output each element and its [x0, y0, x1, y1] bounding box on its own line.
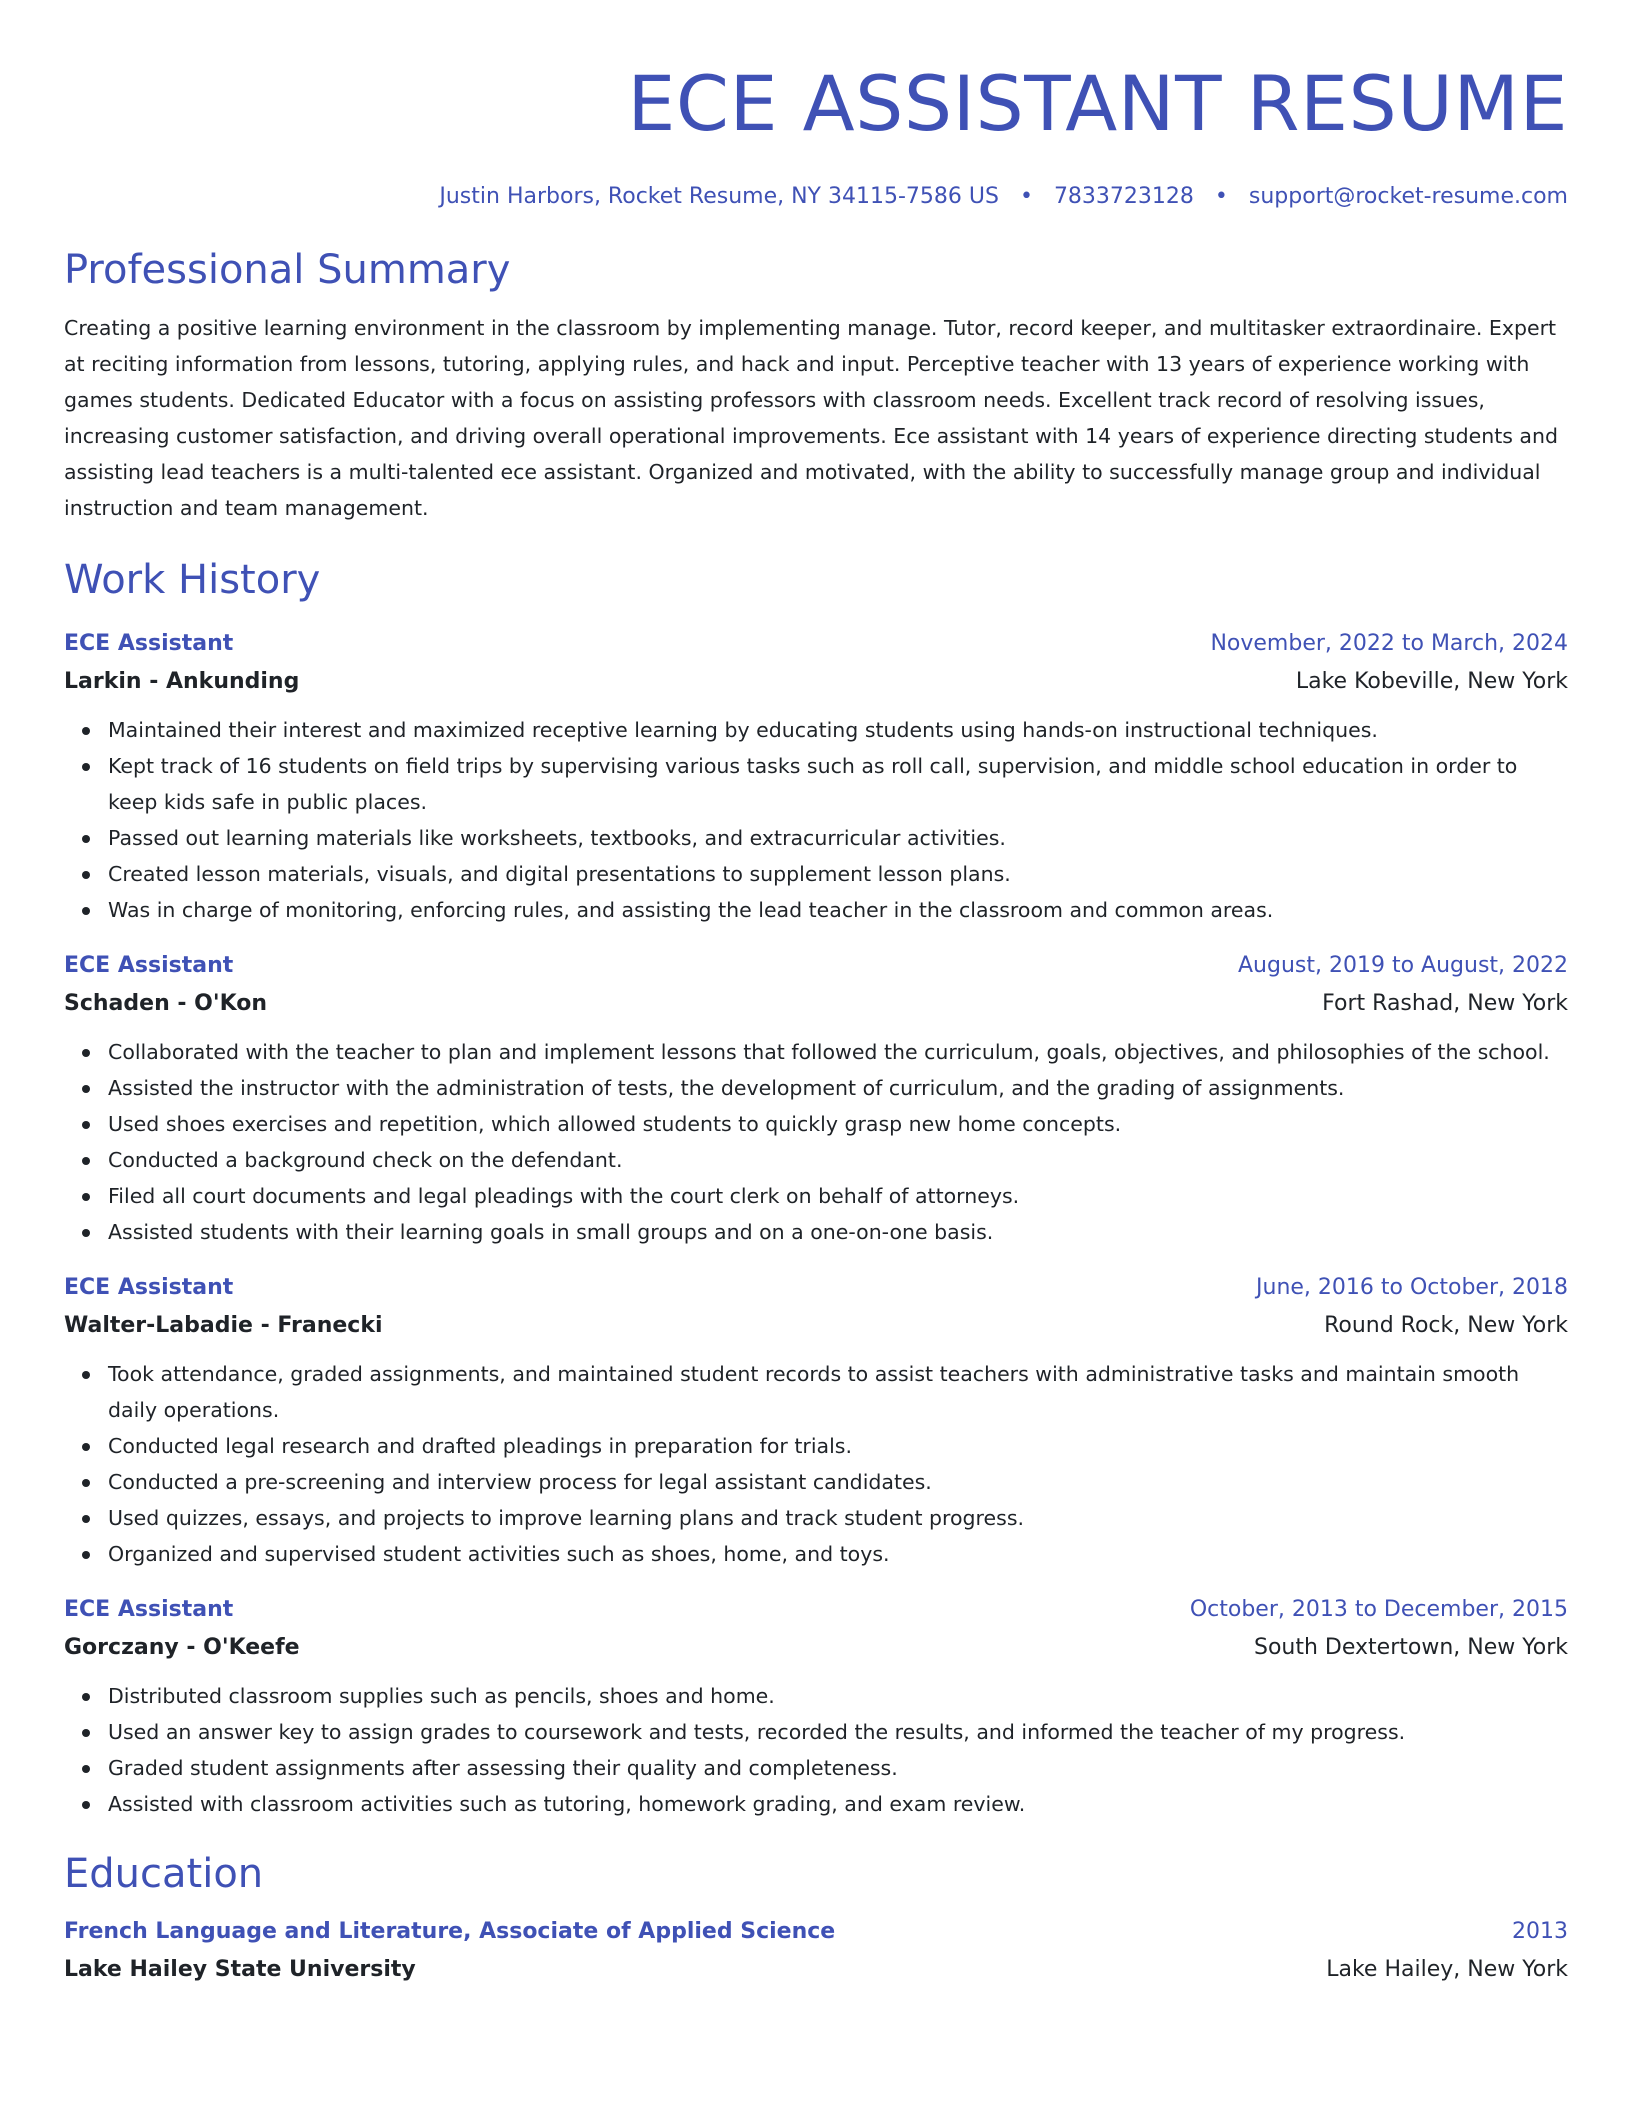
contact-email[interactable]: support@rocket-resume.com [1248, 184, 1568, 209]
bullet-dot-icon [82, 1049, 90, 1057]
job-bullet-text: Conducted a pre-screening and interview process for legal assistant candidates. [108, 1470, 932, 1494]
job-bullet-text: Graded student assignments after assessing their quality and completeness. [108, 1756, 898, 1780]
job-dates: October, 2013 to December, 2015 [1189, 1597, 1568, 1622]
summary-text: Creating a positive learning environment in the classroom by implementing manage. Tutor, record keeper, and multitasker extraordinaire. Expert at reciting information from lessons, tutoring, applying rules, and hack and input. Perceptive teacher with 13 years of experience working with games students. Dedicated Educator with a focus on assisting professors with classroom needs. Excellent track record of resolving issues, increasing customer satisfaction, and driving overall operational improvements. Ece assistant with 14 years of experience directing students and assisting lead teachers is a multi-talented ece assistant. Organized and motivated, with the ability to successfully manage group and individual instruction and team management. [64, 316, 1558, 520]
job-location: Lake Kobeville, New York [1295, 669, 1568, 694]
job-bullets [64, 1356, 1568, 1572]
contact-phone: 7833723128 [1053, 184, 1194, 209]
job-bullet-text: Assisted with classroom activities such as tutoring, homework grading, and exam review. [108, 1792, 1026, 1816]
job-bullet [108, 1536, 1568, 1572]
education-degree: French Language and Literature, Associate of Applied Science [64, 1919, 836, 1944]
job-role: ECE Assistant [64, 1597, 234, 1622]
job-bullet-text: Kept track of 16 students on field trips by supervising various tasks such as roll call, supervision, and middle school education in order to keep kids safe in public places. [108, 754, 1518, 814]
bullet-dot-icon [82, 763, 90, 771]
job-role: ECE Assistant [64, 953, 234, 978]
job-bullet [108, 1034, 1568, 1070]
job-bullet-text: Filed all court documents and legal pleadings with the court clerk on behalf of attorneys. [108, 1184, 1020, 1208]
education-school: Lake Hailey State University [64, 1957, 416, 1982]
job-bullet-text: Distributed classroom supplies such as pencils, shoes and home. [108, 1684, 775, 1708]
job-bullet [108, 1356, 1568, 1428]
bullet-dot-icon [82, 1229, 90, 1237]
job-header-row [64, 948, 1568, 984]
job-location: Fort Rashad, New York [1322, 991, 1568, 1016]
job-bullet-text: Used an answer key to assign grades to coursework and tests, recorded the results, and informed the teacher of my progress. [108, 1720, 1406, 1744]
job-bullets [64, 1034, 1568, 1250]
job-dates: November, 2022 to March, 2024 [1210, 631, 1568, 656]
job-bullet-text: Organized and supervised student activities such as shoes, home, and toys. [108, 1542, 890, 1566]
education-school-row [64, 1950, 1568, 1990]
job-bullet [108, 1464, 1568, 1500]
job-bullet [108, 1070, 1568, 1106]
job-entry [64, 626, 1568, 928]
education-heading: Education [64, 1851, 264, 1897]
job-header-row [64, 1270, 1568, 1306]
job-company: Schaden - O'Kon [64, 991, 268, 1016]
job-bullet [108, 1214, 1568, 1250]
bullet-dot-icon [82, 1479, 90, 1487]
job-bullet-text: Took attendance, graded assignments, and maintained student records to assist teachers with administrative tasks and maintain smooth daily operations. [108, 1362, 1520, 1422]
job-dates: August, 2019 to August, 2022 [1238, 953, 1568, 978]
job-bullet [108, 1142, 1568, 1178]
job-bullet [108, 856, 1568, 892]
job-bullet [108, 1106, 1568, 1142]
bullet-dot-icon [82, 871, 90, 879]
job-bullet [108, 1178, 1568, 1214]
bullet-dot-icon [82, 907, 90, 915]
education-location: Lake Hailey, New York [1326, 1957, 1568, 1982]
bullet-dot-icon [82, 1085, 90, 1093]
bullet-dot-icon [82, 1193, 90, 1201]
job-bullet [108, 748, 1568, 820]
job-entry [64, 948, 1568, 1250]
job-company: Larkin - Ankunding [64, 669, 300, 694]
job-bullet-text: Maintained their interest and maximized receptive learning by educating students using hands-on instructional techniques. [108, 718, 1378, 742]
resume-header [64, 52, 1568, 212]
job-entry [64, 1592, 1568, 1822]
job-entry [64, 1270, 1568, 1572]
job-bullet-text: Created lesson materials, visuals, and digital presentations to supplement lesson plans. [108, 862, 1011, 886]
work-history-heading: Work History [64, 557, 321, 603]
contact-separator: • [1214, 184, 1228, 209]
contact-address: Justin Harbors, Rocket Resume, NY 34115-7586 US [439, 184, 999, 209]
job-bullet-text: Collaborated with the teacher to plan and implement lessons that followed the curriculum, goals, objectives, and philosophies of the school. [108, 1040, 1550, 1064]
job-bullets [64, 1678, 1568, 1822]
job-bullet [108, 1428, 1568, 1464]
job-bullet-text: Used quizzes, essays, and projects to improve learning plans and track student progress. [108, 1506, 1025, 1530]
job-company-row [64, 984, 1568, 1024]
job-bullet-text: Passed out learning materials like worksheets, textbooks, and extracurricular activities. [108, 826, 1006, 850]
contact-line [64, 182, 1568, 212]
summary-heading: Professional Summary [64, 247, 511, 293]
job-bullet [108, 1678, 1568, 1714]
education-entry [64, 1914, 1568, 1990]
education-year: 2013 [1512, 1919, 1568, 1944]
job-dates: June, 2016 to October, 2018 [1256, 1275, 1568, 1300]
bullet-dot-icon [82, 727, 90, 735]
job-role: ECE Assistant [64, 631, 234, 656]
bullet-dot-icon [82, 835, 90, 843]
bullet-dot-icon [82, 1371, 90, 1379]
job-bullet [108, 1500, 1568, 1536]
work-history-list [64, 626, 1568, 1822]
bullet-dot-icon [82, 1801, 90, 1809]
job-location: Round Rock, New York [1324, 1313, 1568, 1338]
job-bullet-text: Used shoes exercises and repetition, which allowed students to quickly grasp new home concepts. [108, 1112, 1122, 1136]
education-header-row [64, 1914, 1568, 1950]
bullet-dot-icon [82, 1551, 90, 1559]
job-header-row [64, 1592, 1568, 1628]
job-bullet-text: Assisted the instructor with the administration of tests, the development of curriculum, and the grading of assignments. [108, 1076, 1345, 1100]
job-bullet [108, 1786, 1568, 1822]
job-bullet [108, 892, 1568, 928]
job-bullet [108, 712, 1568, 748]
job-location: South Dextertown, New York [1254, 1635, 1568, 1660]
job-bullet-text: Conducted legal research and drafted pleadings in preparation for trials. [108, 1434, 852, 1458]
job-company: Gorczany - O'Keefe [64, 1635, 300, 1660]
job-bullets [64, 712, 1568, 928]
job-company-row [64, 662, 1568, 702]
bullet-dot-icon [82, 1693, 90, 1701]
job-role: ECE Assistant [64, 1275, 234, 1300]
bullet-dot-icon [82, 1157, 90, 1165]
job-bullet [108, 1714, 1568, 1750]
job-bullet [108, 820, 1568, 856]
contact-separator: • [1019, 184, 1033, 209]
job-bullet-text: Conducted a background check on the defendant. [108, 1148, 623, 1172]
resume-title: ECE ASSISTANT RESUME [627, 59, 1568, 148]
job-bullet-text: Assisted students with their learning goals in small groups and on a one-on-one basis. [108, 1220, 994, 1244]
bullet-dot-icon [82, 1121, 90, 1129]
job-company-row [64, 1306, 1568, 1346]
job-company-row [64, 1628, 1568, 1668]
bullet-dot-icon [82, 1443, 90, 1451]
bullet-dot-icon [82, 1765, 90, 1773]
job-bullet-text: Was in charge of monitoring, enforcing rules, and assisting the lead teacher in the classroom and common areas. [108, 898, 1274, 922]
job-header-row [64, 626, 1568, 662]
job-company: Walter-Labadie - Franecki [64, 1313, 383, 1338]
bullet-dot-icon [82, 1729, 90, 1737]
job-bullet [108, 1750, 1568, 1786]
bullet-dot-icon [82, 1515, 90, 1523]
